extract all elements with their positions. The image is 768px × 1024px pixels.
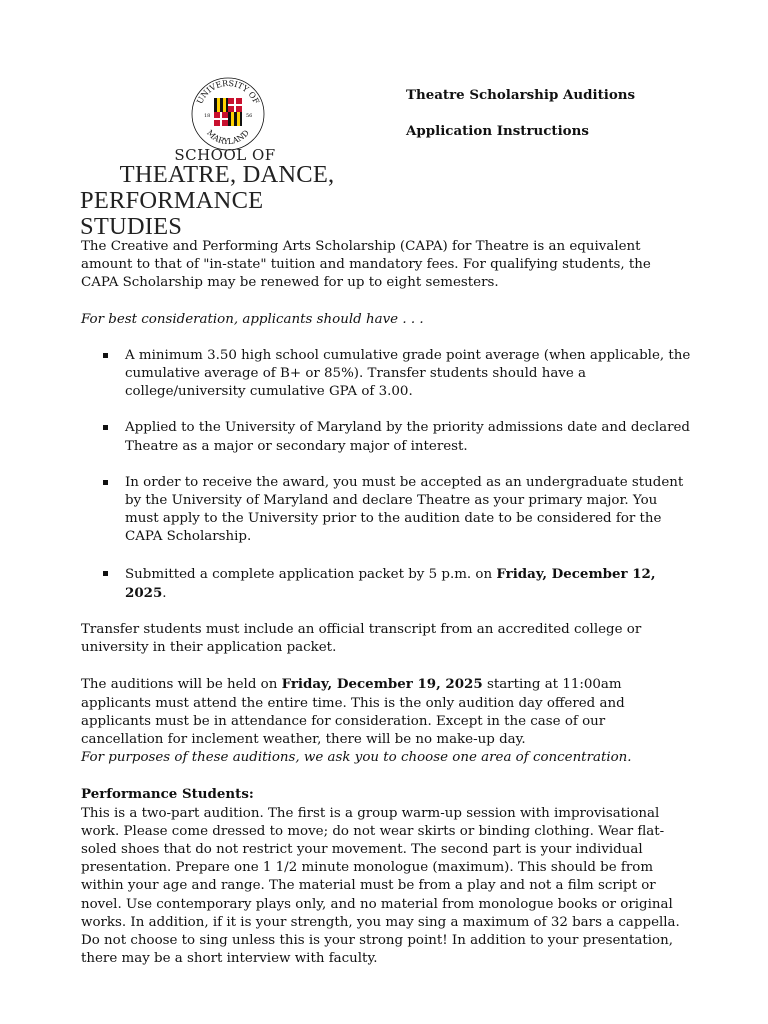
seal-right-year: 56 xyxy=(246,113,253,119)
document-title: Theatre Scholarship Auditions xyxy=(406,87,636,103)
concentration-note: For purposes of these auditions, we ask you to choose one area of concentration. xyxy=(81,750,632,766)
bullet-icon xyxy=(103,353,108,358)
requirement-text-end: . xyxy=(162,585,167,601)
performance-heading-text: Performance Students: xyxy=(81,786,254,803)
requirement-item xyxy=(81,347,691,402)
bullet-icon xyxy=(103,571,108,576)
university-seal-icon xyxy=(190,76,266,152)
document-header xyxy=(0,0,768,240)
bullet-icon xyxy=(103,480,108,485)
school-of-label: SCHOOL OF xyxy=(174,146,276,164)
school-name xyxy=(80,162,370,240)
intro-paragraph: The Creative and Performing Arts Scholarship (CAPA) for Theatre is an equivalent amount to that of "in-state" tuition and mandatory fees. For qualifying students, the CAPA Scholarship may be renewed for up to eight semesters. xyxy=(81,239,651,291)
transfer-note: Transfer students must include an official transcript from an accredited college or university in their application packet. xyxy=(81,622,642,656)
document-body xyxy=(81,238,691,969)
seal-top-text: UNIVERSITY OF xyxy=(195,78,261,106)
school-logo xyxy=(80,76,370,240)
seal-bottom-text: MARYLAND xyxy=(205,128,251,147)
auditions-text-start: The auditions will be held on xyxy=(81,677,282,693)
seal-left-year: 18 xyxy=(204,113,211,119)
performance-body: This is a two-part audition. The first is a group warm-up session with improvisational work. Please come dressed to move; do not wear skirts or binding clothing. Wear flat-soled shoes that do not restrict your movement. The second part is your individual presentation. Prepare one 1 1/2 minute monologue (maximum). This should be from within your age and range. The material must be from a play and not a film script or novel. Use contemporary plays only, and no material from monologue books or original works. In addition, if it is your strength, you may sing a maximum of 32 bars a cappella. Do not choose to sing unless this is your strong point! In addition to your presentation, there may be a short interview with faculty. xyxy=(81,805,680,967)
requirement-text: In order to receive the award, you must be accepted as an undergraduate student by the University of Maryland and declare Theatre as your primary major. You must apply to the University prior to the audition date to be considered for the CAPA Scholarship. xyxy=(125,474,684,545)
consideration-lead: For best consideration, applicants should have . . . xyxy=(81,311,424,327)
auditions-paragraph xyxy=(81,675,691,749)
document-subtitle: Application Instructions xyxy=(406,123,589,139)
performance-heading xyxy=(81,785,691,804)
requirement-text: Submitted a complete application packet by 5 p.m. on xyxy=(125,566,497,582)
bullet-icon xyxy=(103,425,108,430)
requirements-list xyxy=(81,347,691,603)
school-name-line-2: PERFORMANCE STUDIES xyxy=(80,187,264,240)
auditions-text-end: starting at 11:00am applicants must attend the entire time. This is the only audition day offered and applicants must be in attendance for consideration. Except in the case of our cancellation for inclement weather, there will be no make-up day. xyxy=(81,677,625,748)
requirement-item xyxy=(81,565,691,603)
requirement-text: Applied to the University of Maryland by the priority admissions date and declared Theatre as a major or secondary major of interest. xyxy=(125,420,690,454)
audition-date: Friday, December 19, 2025 xyxy=(281,676,483,693)
requirement-item xyxy=(81,419,691,455)
requirement-item xyxy=(81,474,691,547)
maryland-flag-shield xyxy=(214,98,242,126)
school-name-line-1: THEATRE, DANCE, xyxy=(119,161,335,188)
application-deadline: Friday, December 12, 2025 xyxy=(125,565,656,601)
requirement-text: A minimum 3.50 high school cumulative grade point average (when applicable, the cumulative average of B+ or 85%). Transfer students should have a college/university cumulative GPA of 3.00. xyxy=(125,347,691,400)
